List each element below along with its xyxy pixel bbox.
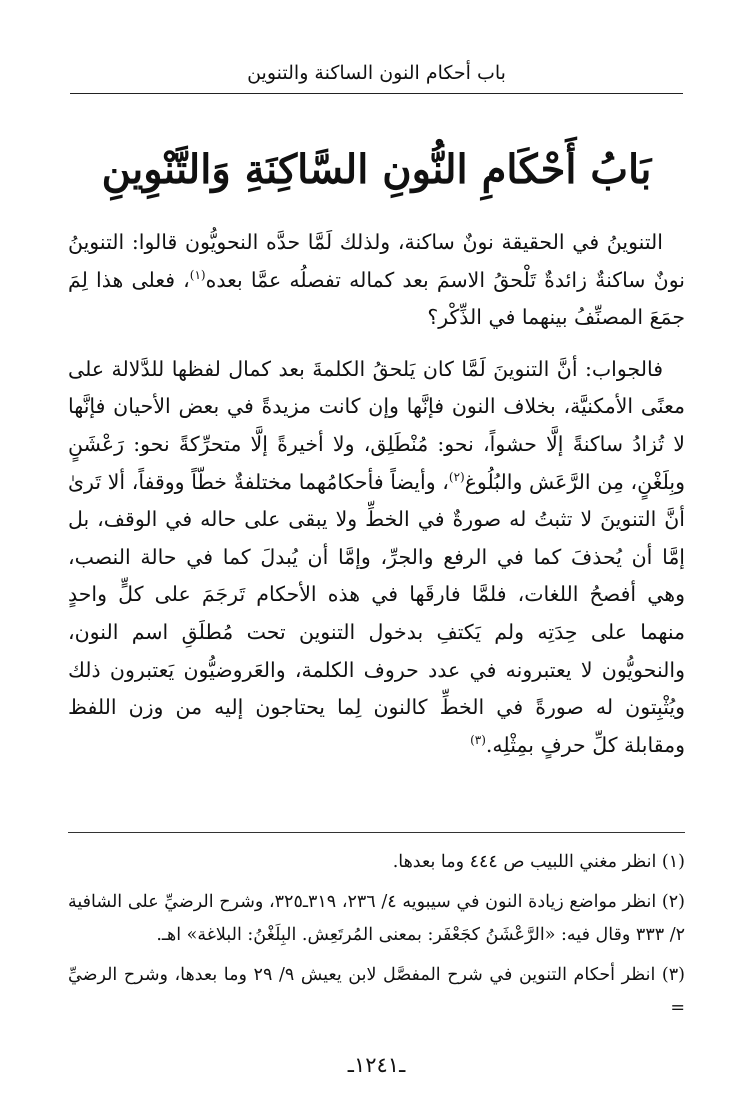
running-header: باب أحكام النون الساكنة والتنوين <box>247 62 506 84</box>
paragraph-2-text-a: فالجواب: أنَّ التنوينَ لَمَّا كان يَلحقُ الكلمةَ بعد كمال لفظها للدَّلالة على معنًى الأمكنيَّة، بخلاف النون فإنَّها وإن كانت مزيدةً في بعض الأحيان فإنَّها لا تُزادُ ساكنةً إلَّا حشواً، نحو: مُنْطَلِق، ولا أخيرةً إلَّا متحرِّكةً نحو: رَعْشَنٍ وبِلَغْنٍ، مِن الرَّعَش والبُلُوغ <box>68 356 685 494</box>
paragraph-1-text-a: التنوينُ في الحقيقة نونٌ ساكنة، ولذلك لَمَّا حدَّه النحويُّون قالوا: التنوينُ نونٌ ساكنةٌ زائدةٌ تَلْحقُ الاسمَ بعد كماله تفصلُه عمَّا بعده <box>68 230 685 292</box>
page-number: ـ١٢٤١ـ <box>347 1053 406 1077</box>
header-rule <box>70 93 683 94</box>
footnote-ref-1: (١) <box>189 267 206 282</box>
footnotes <box>68 846 685 1032</box>
footnote-ref-3: (٣) <box>470 732 486 747</box>
main-text <box>68 224 685 764</box>
footnote-1: (١) انظر مغني اللبيب ص ٤٤٤ وما بعدها. <box>392 852 685 872</box>
footnote-ref-2: (٢) <box>448 469 465 484</box>
paragraph-2-text-b: ، وأيضاً فأحكامُهما مختلفةٌ خطّاً ووقفاً، ألا تَرىٰ أنَّ التنوينَ لا تثبتُ له صورةٌ في الخطِّ ولا يبقى على حاله في الوقف، بل إمَّا أن يُحذفَ كما في الرفع والجرِّ، وإمَّا أن يُبدلَ كما في حالة النصب، وهي أفصحُ اللغات، فلمَّا فارقَها في هذه الأحكام تَرجَمَ على كلٍّ واحدٍ منهما على حِدَتِه ولم يَكتفِ بدخول التنوين تحت مُطلَقِ اسم النون، والنحويُّون لا يعتبرونه في عدد حروف الكلمة، والعَروضيُّون يَعتبرون ذلك ويُثْبِتون له صورةً في الخطِّ كالنون لِما يحتاجون إليه من وزن اللفظ ومقابلة كلِّ حرفٍ بمِثْلِه. <box>68 469 685 757</box>
paragraph-2 <box>68 351 685 765</box>
chapter-title: بَابُ أَحْكَامِ النُّونِ السَّاكِنَةِ وَالتَّنْوِينِ <box>101 146 652 193</box>
footnote-3: (٣) انظر أحكام التنوين في شرح المفصَّل لابن يعيش ٩/ ٢٩ وما بعدها، وشرح الرضيِّ = <box>68 965 685 1018</box>
footnote-2: (٢) انظر مواضع زيادة النون في سيبويه ٤/ ٢٣٦، ٣١٩ـ٣٢٥، وشرح الرضيِّ على الشافية ٢/ ٣٣٣ وقال فيه: «الرَّعْشَنُ كجَعْفَر: بمعنى المُرتَعِش. البِلَغْنُ: البلاغة» اهـ. <box>68 892 685 945</box>
paragraph-1 <box>68 224 685 337</box>
footnote-rule <box>68 832 685 833</box>
paragraph-1-text-b: ، فعلى هذا لِمَ جمَعَ المصنِّفُ بينهما في الذِّكْر؟ <box>68 267 685 330</box>
